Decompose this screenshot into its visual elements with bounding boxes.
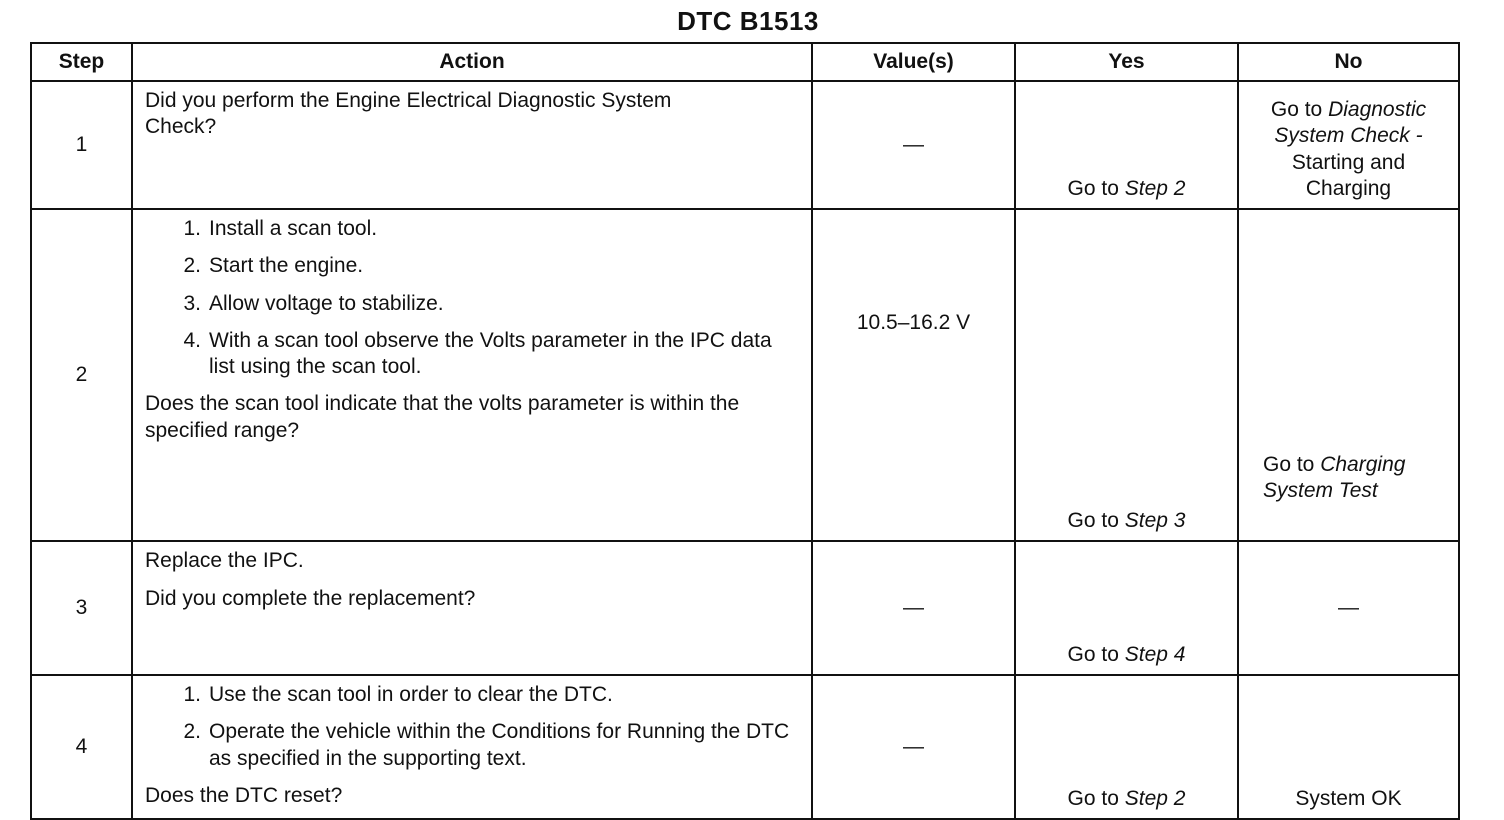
list-item: 2. Operate the vehicle within the Conditions for Running the DTC as specified in the supporting text. — [183, 720, 790, 770]
header-step: Step — [31, 43, 132, 81]
yes-prefix: Go to — [1067, 786, 1125, 810]
header-yes: Yes — [1015, 43, 1238, 81]
yes-prefix: Go to — [1067, 508, 1125, 532]
value-text: 10.5–16.2 V — [856, 311, 971, 334]
no-text: System OK — [1295, 786, 1402, 810]
no-cell — [1238, 541, 1459, 675]
list-item: 4. With a scan tool observe the Volts parameter in the IPC data list using the scan tool. — [183, 328, 772, 378]
list-item: 2. Start the engine. — [183, 254, 364, 278]
value-cell — [812, 209, 1015, 541]
yes-cell — [1015, 675, 1238, 819]
list-item: 1. Install a scan tool. — [183, 217, 378, 240]
no-procedure-link[interactable]: Diagnostic System Check - — [1274, 98, 1427, 148]
no-text: — — [1338, 595, 1359, 619]
no-prefix: Go to — [1263, 452, 1321, 476]
yes-prefix: Go to — [1067, 642, 1125, 666]
yes-cell — [1015, 81, 1238, 209]
header-values: Value(s) — [812, 43, 1015, 81]
diagnostic-table — [30, 42, 1460, 820]
table-row — [31, 209, 1459, 541]
action-question: Did you perform the Engine Electrical Diagnostic System Check? — [145, 89, 672, 139]
table-row — [31, 675, 1459, 819]
table-row — [31, 541, 1459, 675]
yes-cell — [1015, 541, 1238, 675]
step-number: 1 — [31, 81, 132, 209]
value-cell — [812, 675, 1015, 819]
action-cell — [132, 209, 812, 541]
action-question: Did you complete the replacement? — [145, 587, 476, 611]
no-cell — [1238, 209, 1459, 541]
yes-cell — [1015, 209, 1238, 541]
action-steps — [145, 682, 801, 772]
list-item: 1. Use the scan tool in order to clear the DTC. — [183, 683, 613, 706]
action-cell — [132, 81, 812, 209]
yes-step-link[interactable]: Step 4 — [1124, 642, 1186, 666]
action-cell — [132, 541, 812, 675]
step-number: 2 — [31, 209, 132, 541]
table-row — [31, 81, 1459, 209]
no-cell — [1238, 675, 1459, 819]
value-cell — [812, 81, 1015, 209]
no-procedure-link[interactable]: Charging System Test — [1263, 452, 1406, 502]
value-cell — [812, 541, 1015, 675]
action-steps — [145, 216, 801, 380]
list-item: 3. Allow voltage to stabilize. — [183, 291, 444, 315]
action-instruction: Replace the IPC. — [145, 549, 304, 572]
yes-step-link[interactable]: Step 3 — [1124, 508, 1186, 532]
no-cell — [1238, 81, 1459, 209]
step-number: 3 — [31, 541, 132, 675]
step-number: 4 — [31, 675, 132, 819]
header-no: No — [1238, 43, 1459, 81]
value-text: — — [903, 734, 924, 758]
no-suffix: Starting and Charging — [1291, 150, 1406, 200]
action-cell — [132, 675, 812, 819]
document-title: DTC B1513 — [677, 6, 819, 36]
value-text: — — [903, 595, 924, 619]
yes-step-link[interactable]: Step 2 — [1124, 176, 1186, 200]
action-question: Does the DTC reset? — [145, 783, 343, 807]
header-action: Action — [132, 43, 812, 81]
yes-step-link[interactable]: Step 2 — [1124, 786, 1186, 810]
table-header-row — [31, 43, 1459, 81]
no-prefix: Go to — [1270, 98, 1329, 121]
action-question: Does the scan tool indicate that the volts parameter is within the specified range? — [145, 392, 740, 442]
value-text: — — [903, 132, 924, 156]
yes-prefix: Go to — [1067, 176, 1125, 200]
